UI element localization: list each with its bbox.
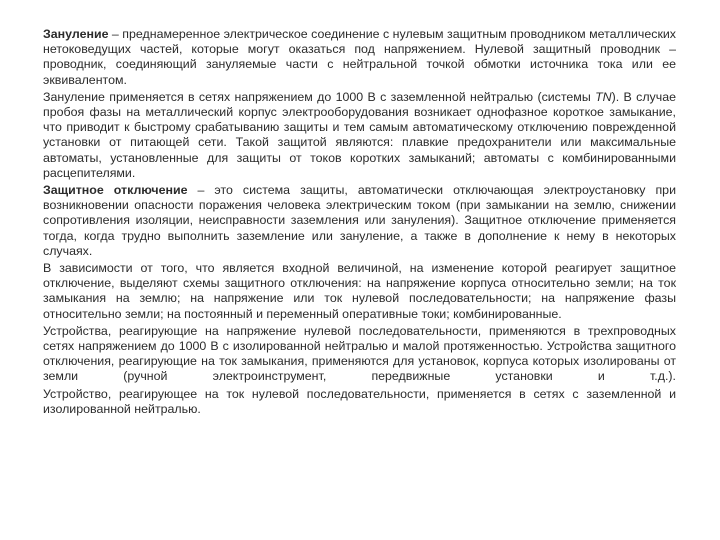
system-tn-label: TN <box>595 89 612 104</box>
term-protective-shutdown: Защитное отключение <box>43 183 188 198</box>
document-page <box>43 27 676 419</box>
paragraph-zero-current-device <box>43 387 676 417</box>
paragraph-text: Устройство, реагирующее на ток нулевой последовательности, применяется в сетях с заземленной и изолированной нейтралью. <box>43 386 676 416</box>
paragraph-grounding-definition <box>43 27 676 88</box>
paragraph-text: – преднамеренное электрическое соединение с нулевым защитным проводником металлических нетоковедущих частей, которые могут оказаться под напряжением. Нулевой защитный проводник – проводник, соединяющий зануляемые части с нейтральной точкой обмотки источника тока или ее эквивалентом. <box>43 27 676 87</box>
paragraph-grounding-application <box>43 90 676 181</box>
paragraph-shutdown-schemes <box>43 261 676 322</box>
paragraph-text: В зависимости от того, что является входной величиной, на изменение которой реагирует защитное отключение, выделяют схемы защитного отключения: на напряжение корпуса относительно земли; на ток замыкания на землю; на напряжение или ток нулевой последовательности; на напряжение фазы относительно земли; на постоянный и переменный оперативные токи; комбинированные. <box>43 261 676 321</box>
paragraph-text: Зануление применяется в сетях напряжением до 1000 В с заземленной нейтралью (системы <box>43 89 596 104</box>
paragraph-text: – это система защиты, автоматически отключающая электроустановку при возникновении опасности поражения человека электрическим током (при замыкании на землю, снижении сопротивления изоляции, неисправности заземления или зануления). Защитное отключение применяется тогда, когда трудно выполнить заземление или зануление, а также в дополнение к нему в некоторых случаях. <box>43 183 676 258</box>
paragraph-protective-shutdown <box>43 183 676 259</box>
paragraph-zero-sequence-devices <box>43 324 676 385</box>
paragraph-text: ). В случае пробоя фазы на металлический корпус электрооборудования возникает однофазное короткое замыкание, что приводит к быстрому срабатыванию защиты и тем самым автоматическому отключению поврежденной установки от питающей сети. Такой защитой являются: плавкие предохранители или максимальные автоматы, установленные для защиты от токов коротких замыканий; автоматы с комбинированными расцепителями. <box>43 89 676 180</box>
paragraph-text: Устройства, реагирующие на напряжение нулевой последовательности, применяются в трехпроводных сетях напряжением до 1000 В с изолированной нейтралью и малой протяженностью. Устройства защитного отключения, реагирующие на ток замыкания, применяются для установок, корпуса которых изолированы от земли (ручной электроинструмент, передвижные установки и т.д.). <box>43 323 676 384</box>
term-zanulenie: Зануление <box>43 27 109 41</box>
